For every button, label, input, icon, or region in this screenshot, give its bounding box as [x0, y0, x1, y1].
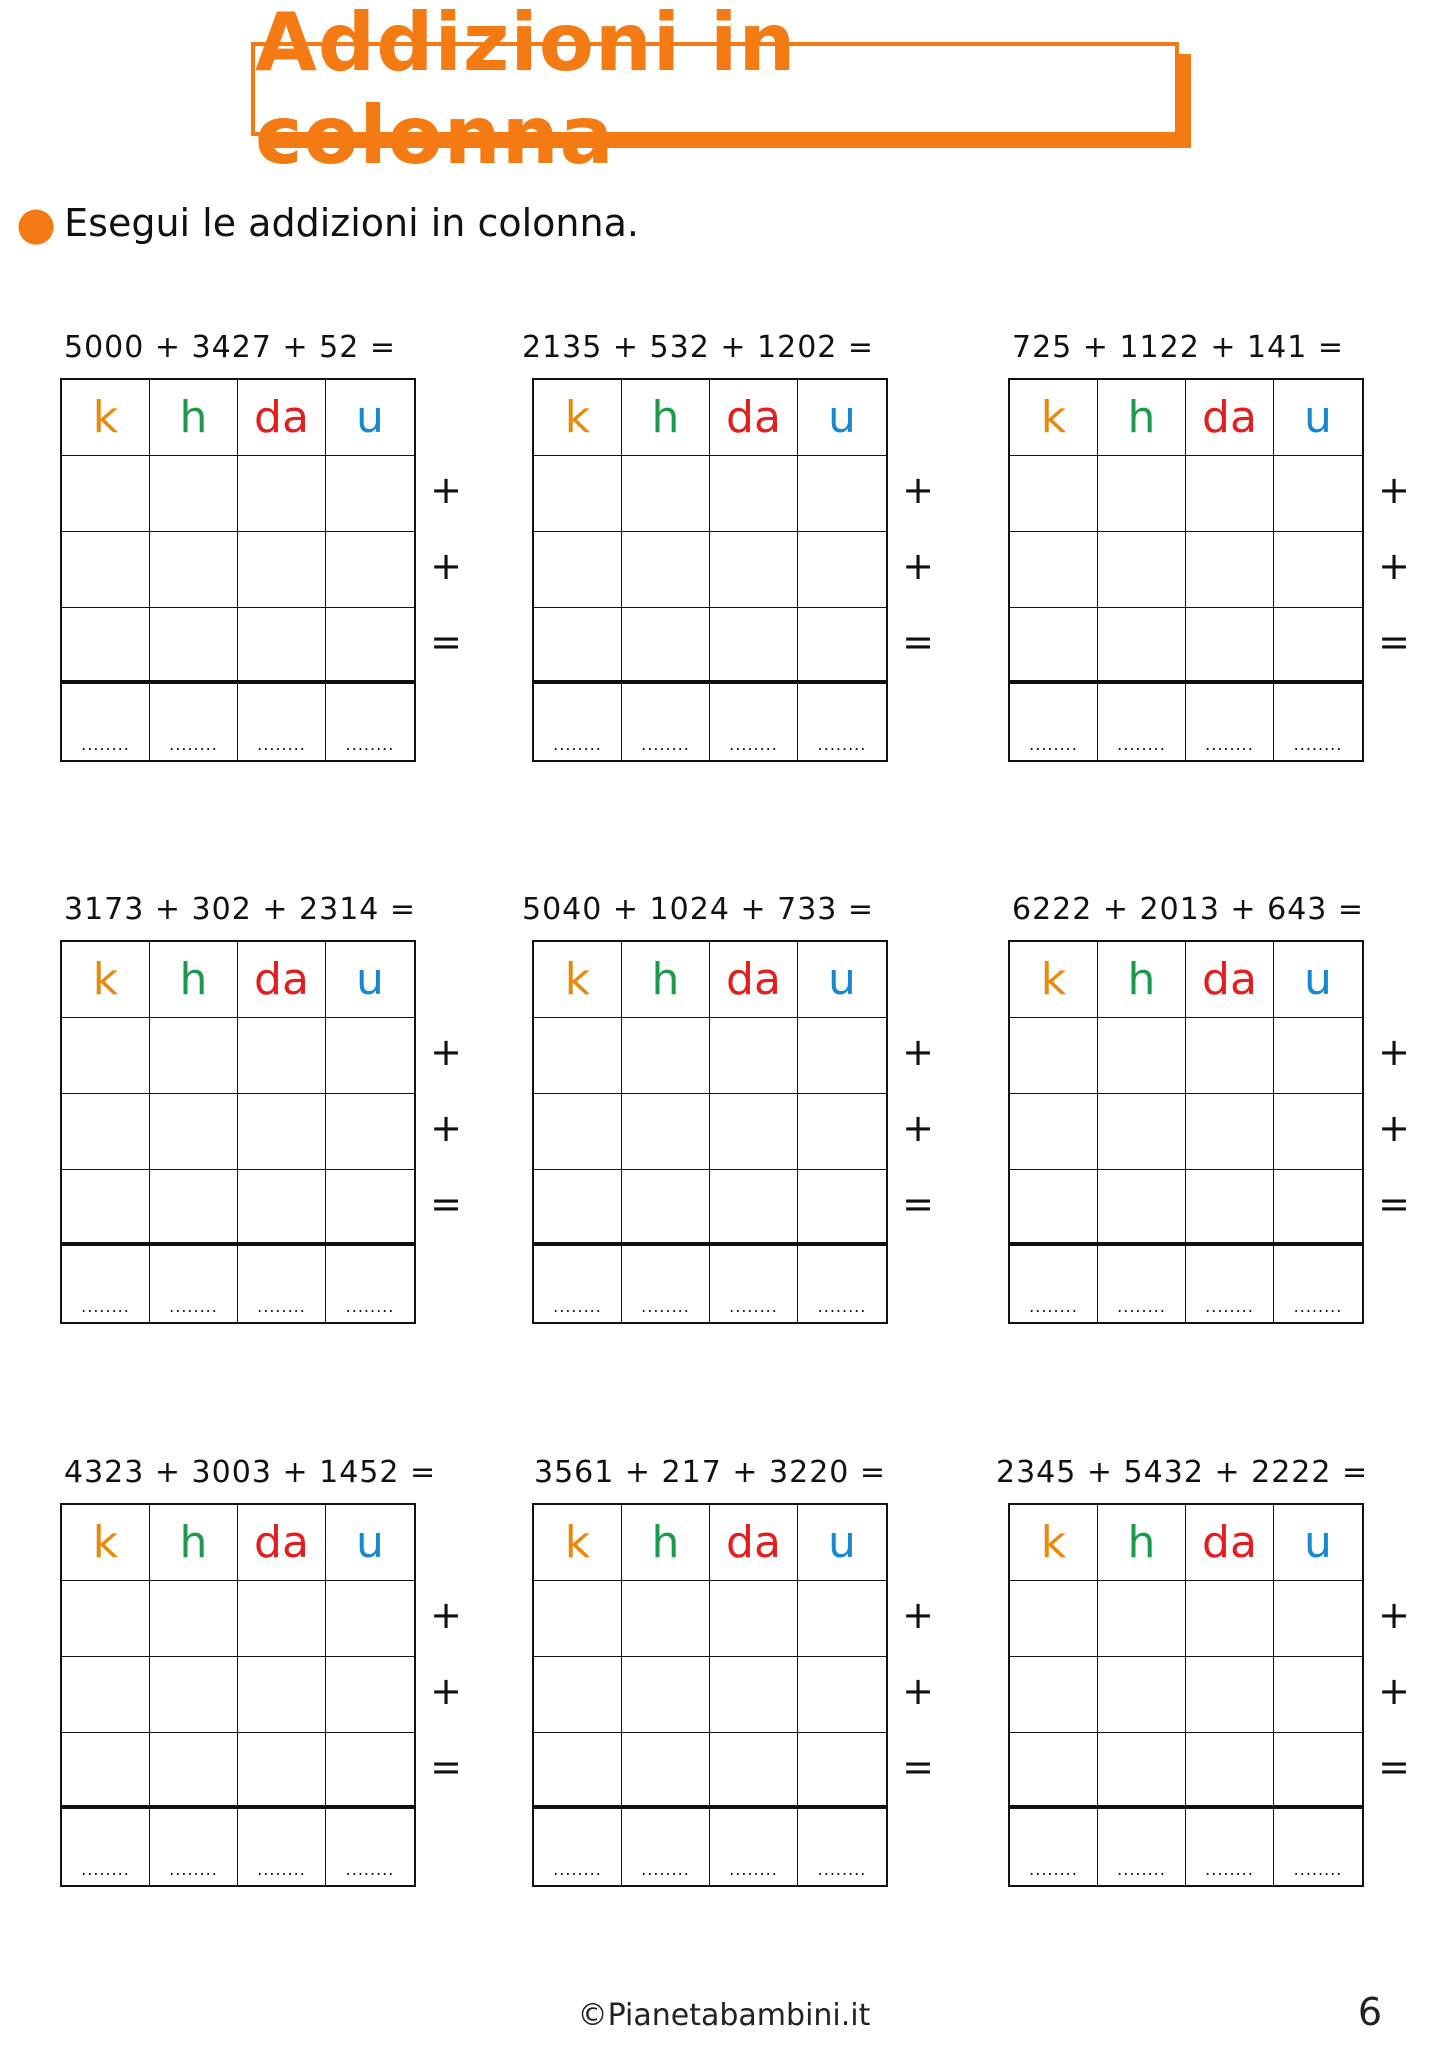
result-cell[interactable]: ........ [150, 1246, 238, 1322]
digit-cell[interactable] [62, 1581, 150, 1657]
plus-sign: + [902, 468, 934, 512]
digit-cell[interactable] [622, 608, 710, 684]
result-cell[interactable]: ........ [1010, 1246, 1098, 1322]
plus-sign: + [430, 1030, 462, 1074]
result-cell[interactable]: ........ [1010, 1809, 1098, 1885]
digit-cell[interactable] [326, 1094, 414, 1170]
result-cell[interactable]: ........ [62, 1246, 150, 1322]
plus-sign: + [1378, 1030, 1410, 1074]
plus-sign: + [902, 1106, 934, 1150]
digit-cell[interactable] [1274, 1018, 1362, 1094]
digit-cell[interactable] [534, 1733, 622, 1809]
digit-cell[interactable] [238, 1733, 326, 1809]
digit-cell[interactable] [798, 1733, 886, 1809]
digit-cell[interactable] [326, 1018, 414, 1094]
exercise-9 [996, 1455, 1428, 1925]
digit-cell[interactable] [710, 456, 798, 532]
equals-sign: = [902, 620, 934, 664]
digit-cell[interactable] [62, 1094, 150, 1170]
header-u: u [798, 380, 886, 456]
digit-cell[interactable] [798, 1094, 886, 1170]
header-h: h [150, 942, 238, 1018]
column-grid [532, 940, 888, 1324]
plus-sign: + [902, 1593, 934, 1637]
digit-cell[interactable] [238, 1170, 326, 1246]
plus-sign: + [1378, 1593, 1410, 1637]
digit-cell[interactable] [710, 1094, 798, 1170]
result-cell[interactable]: ........ [534, 1246, 622, 1322]
digit-cell[interactable] [534, 608, 622, 684]
digit-cell[interactable] [710, 1170, 798, 1246]
digit-cell[interactable] [1010, 1018, 1098, 1094]
digit-cell[interactable] [622, 1657, 710, 1733]
exercise-expression: 3561 + 217 + 3220 = [534, 1455, 887, 1490]
digit-cell[interactable] [62, 1657, 150, 1733]
digit-cell[interactable] [534, 456, 622, 532]
digit-cell[interactable] [62, 456, 150, 532]
plus-sign: + [430, 1669, 462, 1713]
equals-sign: = [430, 1182, 462, 1226]
digit-cell[interactable] [1186, 1733, 1274, 1809]
digit-cell[interactable] [1098, 1018, 1186, 1094]
exercise-2 [522, 330, 952, 800]
digit-cell[interactable] [1186, 1581, 1274, 1657]
digit-cell[interactable] [326, 1581, 414, 1657]
header-u: u [326, 380, 414, 456]
digit-cell[interactable] [1098, 1170, 1186, 1246]
plus-sign: + [1378, 544, 1410, 588]
digit-cell[interactable] [150, 532, 238, 608]
digit-cell[interactable] [1186, 1018, 1274, 1094]
digit-cell[interactable] [150, 1581, 238, 1657]
header-h: h [622, 380, 710, 456]
header-u: u [1274, 1505, 1362, 1581]
digit-cell[interactable] [1098, 608, 1186, 684]
digit-cell[interactable] [238, 1094, 326, 1170]
equals-sign: = [430, 1745, 462, 1789]
digit-cell[interactable] [1010, 608, 1098, 684]
column-grid [60, 940, 416, 1324]
digit-cell[interactable] [326, 608, 414, 684]
header-h: h [622, 942, 710, 1018]
plus-sign: + [1378, 1106, 1410, 1150]
digit-cell[interactable] [534, 1018, 622, 1094]
result-cell[interactable]: ........ [238, 1809, 326, 1885]
digit-cell[interactable] [710, 608, 798, 684]
result-cell[interactable]: ........ [1186, 684, 1274, 760]
instruction-text: Esegui le addizioni in colonna. [64, 201, 639, 245]
digit-cell[interactable] [534, 1170, 622, 1246]
digit-cell[interactable] [62, 1170, 150, 1246]
digit-cell[interactable] [534, 1581, 622, 1657]
result-cell[interactable]: ........ [345, 1297, 395, 1316]
digit-cell[interactable] [150, 1094, 238, 1170]
digit-cell[interactable] [326, 1170, 414, 1246]
digit-cell[interactable] [534, 1094, 622, 1170]
result-cell[interactable]: ........ [1186, 1246, 1274, 1322]
header-k: k [1010, 380, 1098, 456]
digit-cell[interactable] [1186, 1094, 1274, 1170]
digit-cell[interactable] [710, 532, 798, 608]
digit-cell[interactable] [622, 1733, 710, 1809]
header-h: h [150, 1505, 238, 1581]
header-h: h [1098, 942, 1186, 1018]
page-title: Addizioni in colonna [251, 42, 1179, 136]
digit-cell[interactable] [326, 1657, 414, 1733]
digit-cell[interactable] [710, 1733, 798, 1809]
equals-sign: = [1378, 620, 1410, 664]
result-cell[interactable]: ........ [817, 735, 867, 754]
result-cell[interactable]: ........ [1293, 1860, 1343, 1879]
digit-cell[interactable] [1010, 1657, 1098, 1733]
column-grid [60, 1503, 416, 1887]
digit-cell[interactable] [238, 456, 326, 532]
digit-cell[interactable] [1010, 456, 1098, 532]
result-cell[interactable]: ........ [710, 684, 798, 760]
header-k: k [1010, 1505, 1098, 1581]
digit-cell[interactable] [62, 608, 150, 684]
digit-cell[interactable] [1098, 532, 1186, 608]
result-cell[interactable]: ........ [238, 684, 326, 760]
digit-cell[interactable] [710, 1581, 798, 1657]
result-cell[interactable]: ........ [622, 684, 710, 760]
exercise-5 [522, 892, 952, 1362]
digit-cell[interactable] [1274, 1170, 1362, 1246]
digit-cell[interactable] [150, 1733, 238, 1809]
header-k: k [534, 380, 622, 456]
header-k: k [62, 1505, 150, 1581]
digit-cell[interactable] [150, 608, 238, 684]
exercise-4 [60, 892, 480, 1362]
digit-cell[interactable] [798, 1657, 886, 1733]
exercise-6 [1008, 892, 1428, 1362]
result-cell[interactable]: ........ [62, 684, 150, 760]
exercise-expression: 4323 + 3003 + 1452 = [64, 1455, 437, 1490]
exercise-3 [1008, 330, 1428, 800]
equals-sign: = [902, 1745, 934, 1789]
equals-sign: = [430, 620, 462, 664]
digit-cell[interactable] [1010, 1733, 1098, 1809]
plus-sign: + [902, 1669, 934, 1713]
header-h: h [622, 1505, 710, 1581]
exercise-expression: 2135 + 532 + 1202 = [522, 330, 875, 365]
header-k: k [62, 942, 150, 1018]
bullet-icon: ● [16, 196, 57, 250]
result-cell[interactable]: ........ [150, 684, 238, 760]
digit-cell[interactable] [150, 1170, 238, 1246]
exercise-1 [60, 330, 480, 800]
header-k: k [534, 1505, 622, 1581]
column-grid [60, 378, 416, 762]
header-u: u [1274, 380, 1362, 456]
digit-cell[interactable] [150, 1018, 238, 1094]
result-cell[interactable]: ........ [710, 1246, 798, 1322]
digit-cell[interactable] [710, 1657, 798, 1733]
digit-cell[interactable] [1010, 532, 1098, 608]
digit-cell[interactable] [1274, 1733, 1362, 1809]
exercise-expression: 2345 + 5432 + 2222 = [996, 1455, 1369, 1490]
digit-cell[interactable] [62, 1733, 150, 1809]
header-h: h [1098, 380, 1186, 456]
header-k: k [1010, 942, 1098, 1018]
plus-sign: + [1378, 1669, 1410, 1713]
digit-cell[interactable] [150, 456, 238, 532]
column-grid [532, 1503, 888, 1887]
page-number: 6 [1357, 1990, 1382, 2034]
digit-cell[interactable] [62, 1018, 150, 1094]
digit-cell[interactable] [622, 1170, 710, 1246]
header-da: da [238, 1505, 326, 1581]
digit-cell[interactable] [238, 608, 326, 684]
digit-cell[interactable] [798, 1018, 886, 1094]
plus-sign: + [430, 544, 462, 588]
header-da: da [710, 1505, 798, 1581]
result-cell[interactable]: ........ [1186, 1809, 1274, 1885]
digit-cell[interactable] [622, 1094, 710, 1170]
result-cell[interactable]: ........ [1098, 684, 1186, 760]
digit-cell[interactable] [1010, 1094, 1098, 1170]
result-cell[interactable]: ........ [1098, 1809, 1186, 1885]
digit-cell[interactable] [1186, 608, 1274, 684]
digit-cell[interactable] [1186, 1657, 1274, 1733]
column-grid [1008, 940, 1364, 1324]
column-grid [532, 378, 888, 762]
digit-cell[interactable] [1186, 456, 1274, 532]
digit-cell[interactable] [1274, 608, 1362, 684]
result-cell[interactable]: ........ [345, 1860, 395, 1879]
header-h: h [1098, 1505, 1186, 1581]
digit-cell[interactable] [798, 532, 886, 608]
header-u: u [1274, 942, 1362, 1018]
header-k: k [534, 942, 622, 1018]
plus-sign: + [430, 1106, 462, 1150]
digit-cell[interactable] [798, 1581, 886, 1657]
result-cell[interactable]: ........ [1010, 684, 1098, 760]
column-grid [1008, 378, 1364, 762]
footer-credit: ©Pianetabambini.it [577, 1998, 871, 2033]
header-da: da [238, 942, 326, 1018]
digit-cell[interactable] [622, 1581, 710, 1657]
digit-cell[interactable] [1186, 532, 1274, 608]
header-k: k [62, 380, 150, 456]
plus-sign: + [1378, 468, 1410, 512]
exercise-7 [60, 1455, 480, 1925]
digit-cell[interactable] [1098, 1657, 1186, 1733]
digit-cell[interactable] [798, 1170, 886, 1246]
digit-cell[interactable] [798, 608, 886, 684]
exercise-expression: 3173 + 302 + 2314 = [64, 892, 417, 927]
digit-cell[interactable] [1010, 1581, 1098, 1657]
digit-cell[interactable] [798, 456, 886, 532]
result-cell[interactable]: ........ [345, 735, 395, 754]
digit-cell[interactable] [238, 1657, 326, 1733]
digit-cell[interactable] [238, 532, 326, 608]
digit-cell[interactable] [1098, 1094, 1186, 1170]
result-cell[interactable]: ........ [150, 1809, 238, 1885]
result-cell[interactable]: ........ [534, 1809, 622, 1885]
header-da: da [238, 380, 326, 456]
result-cell[interactable]: ........ [1293, 735, 1343, 754]
instruction [16, 196, 639, 250]
digit-cell[interactable] [326, 456, 414, 532]
result-cell[interactable]: ........ [1293, 1297, 1343, 1316]
digit-cell[interactable] [238, 1018, 326, 1094]
result-cell[interactable]: ........ [817, 1297, 867, 1316]
result-cell[interactable]: ........ [622, 1246, 710, 1322]
equals-sign: = [1378, 1182, 1410, 1226]
digit-cell[interactable] [1098, 1733, 1186, 1809]
digit-cell[interactable] [1274, 532, 1362, 608]
plus-sign: + [902, 544, 934, 588]
header-da: da [710, 942, 798, 1018]
exercise-expression: 5000 + 3427 + 52 = [64, 330, 396, 365]
equals-sign: = [1378, 1745, 1410, 1789]
header-u: u [326, 1505, 414, 1581]
result-cell[interactable]: ........ [238, 1246, 326, 1322]
digit-cell[interactable] [326, 532, 414, 608]
digit-cell[interactable] [1010, 1170, 1098, 1246]
plus-sign: + [430, 468, 462, 512]
header-u: u [326, 942, 414, 1018]
exercise-8 [532, 1455, 952, 1925]
digit-cell[interactable] [622, 1018, 710, 1094]
result-cell[interactable]: ........ [1098, 1246, 1186, 1322]
digit-cell[interactable] [1274, 1657, 1362, 1733]
digit-cell[interactable] [534, 1657, 622, 1733]
digit-cell[interactable] [710, 1018, 798, 1094]
exercise-expression: 5040 + 1024 + 733 = [522, 892, 875, 927]
header-da: da [1186, 380, 1274, 456]
equals-sign: = [902, 1182, 934, 1226]
result-cell[interactable]: ........ [710, 1809, 798, 1885]
digit-cell[interactable] [622, 532, 710, 608]
digit-cell[interactable] [534, 532, 622, 608]
result-cell[interactable]: ........ [62, 1809, 150, 1885]
header-u: u [798, 942, 886, 1018]
digit-cell[interactable] [150, 1657, 238, 1733]
digit-cell[interactable] [1274, 1094, 1362, 1170]
digit-cell[interactable] [326, 1733, 414, 1809]
title-banner [251, 0, 1191, 182]
digit-cell[interactable] [622, 456, 710, 532]
digit-cell[interactable] [1186, 1170, 1274, 1246]
digit-cell[interactable] [1274, 456, 1362, 532]
digit-cell[interactable] [238, 1581, 326, 1657]
plus-sign: + [902, 1030, 934, 1074]
column-grid [1008, 1503, 1364, 1887]
plus-sign: + [430, 1593, 462, 1637]
header-da: da [1186, 942, 1274, 1018]
digit-cell[interactable] [1098, 456, 1186, 532]
header-u: u [798, 1505, 886, 1581]
result-cell[interactable]: ........ [622, 1809, 710, 1885]
digit-cell[interactable] [1098, 1581, 1186, 1657]
header-da: da [710, 380, 798, 456]
header-da: da [1186, 1505, 1274, 1581]
digit-cell[interactable] [1274, 1581, 1362, 1657]
result-cell[interactable]: ........ [817, 1860, 867, 1879]
header-h: h [150, 380, 238, 456]
result-cell[interactable]: ........ [534, 684, 622, 760]
exercise-expression: 6222 + 2013 + 643 = [1012, 892, 1365, 927]
digit-cell[interactable] [62, 532, 150, 608]
exercise-expression: 725 + 1122 + 141 = [1012, 330, 1344, 365]
